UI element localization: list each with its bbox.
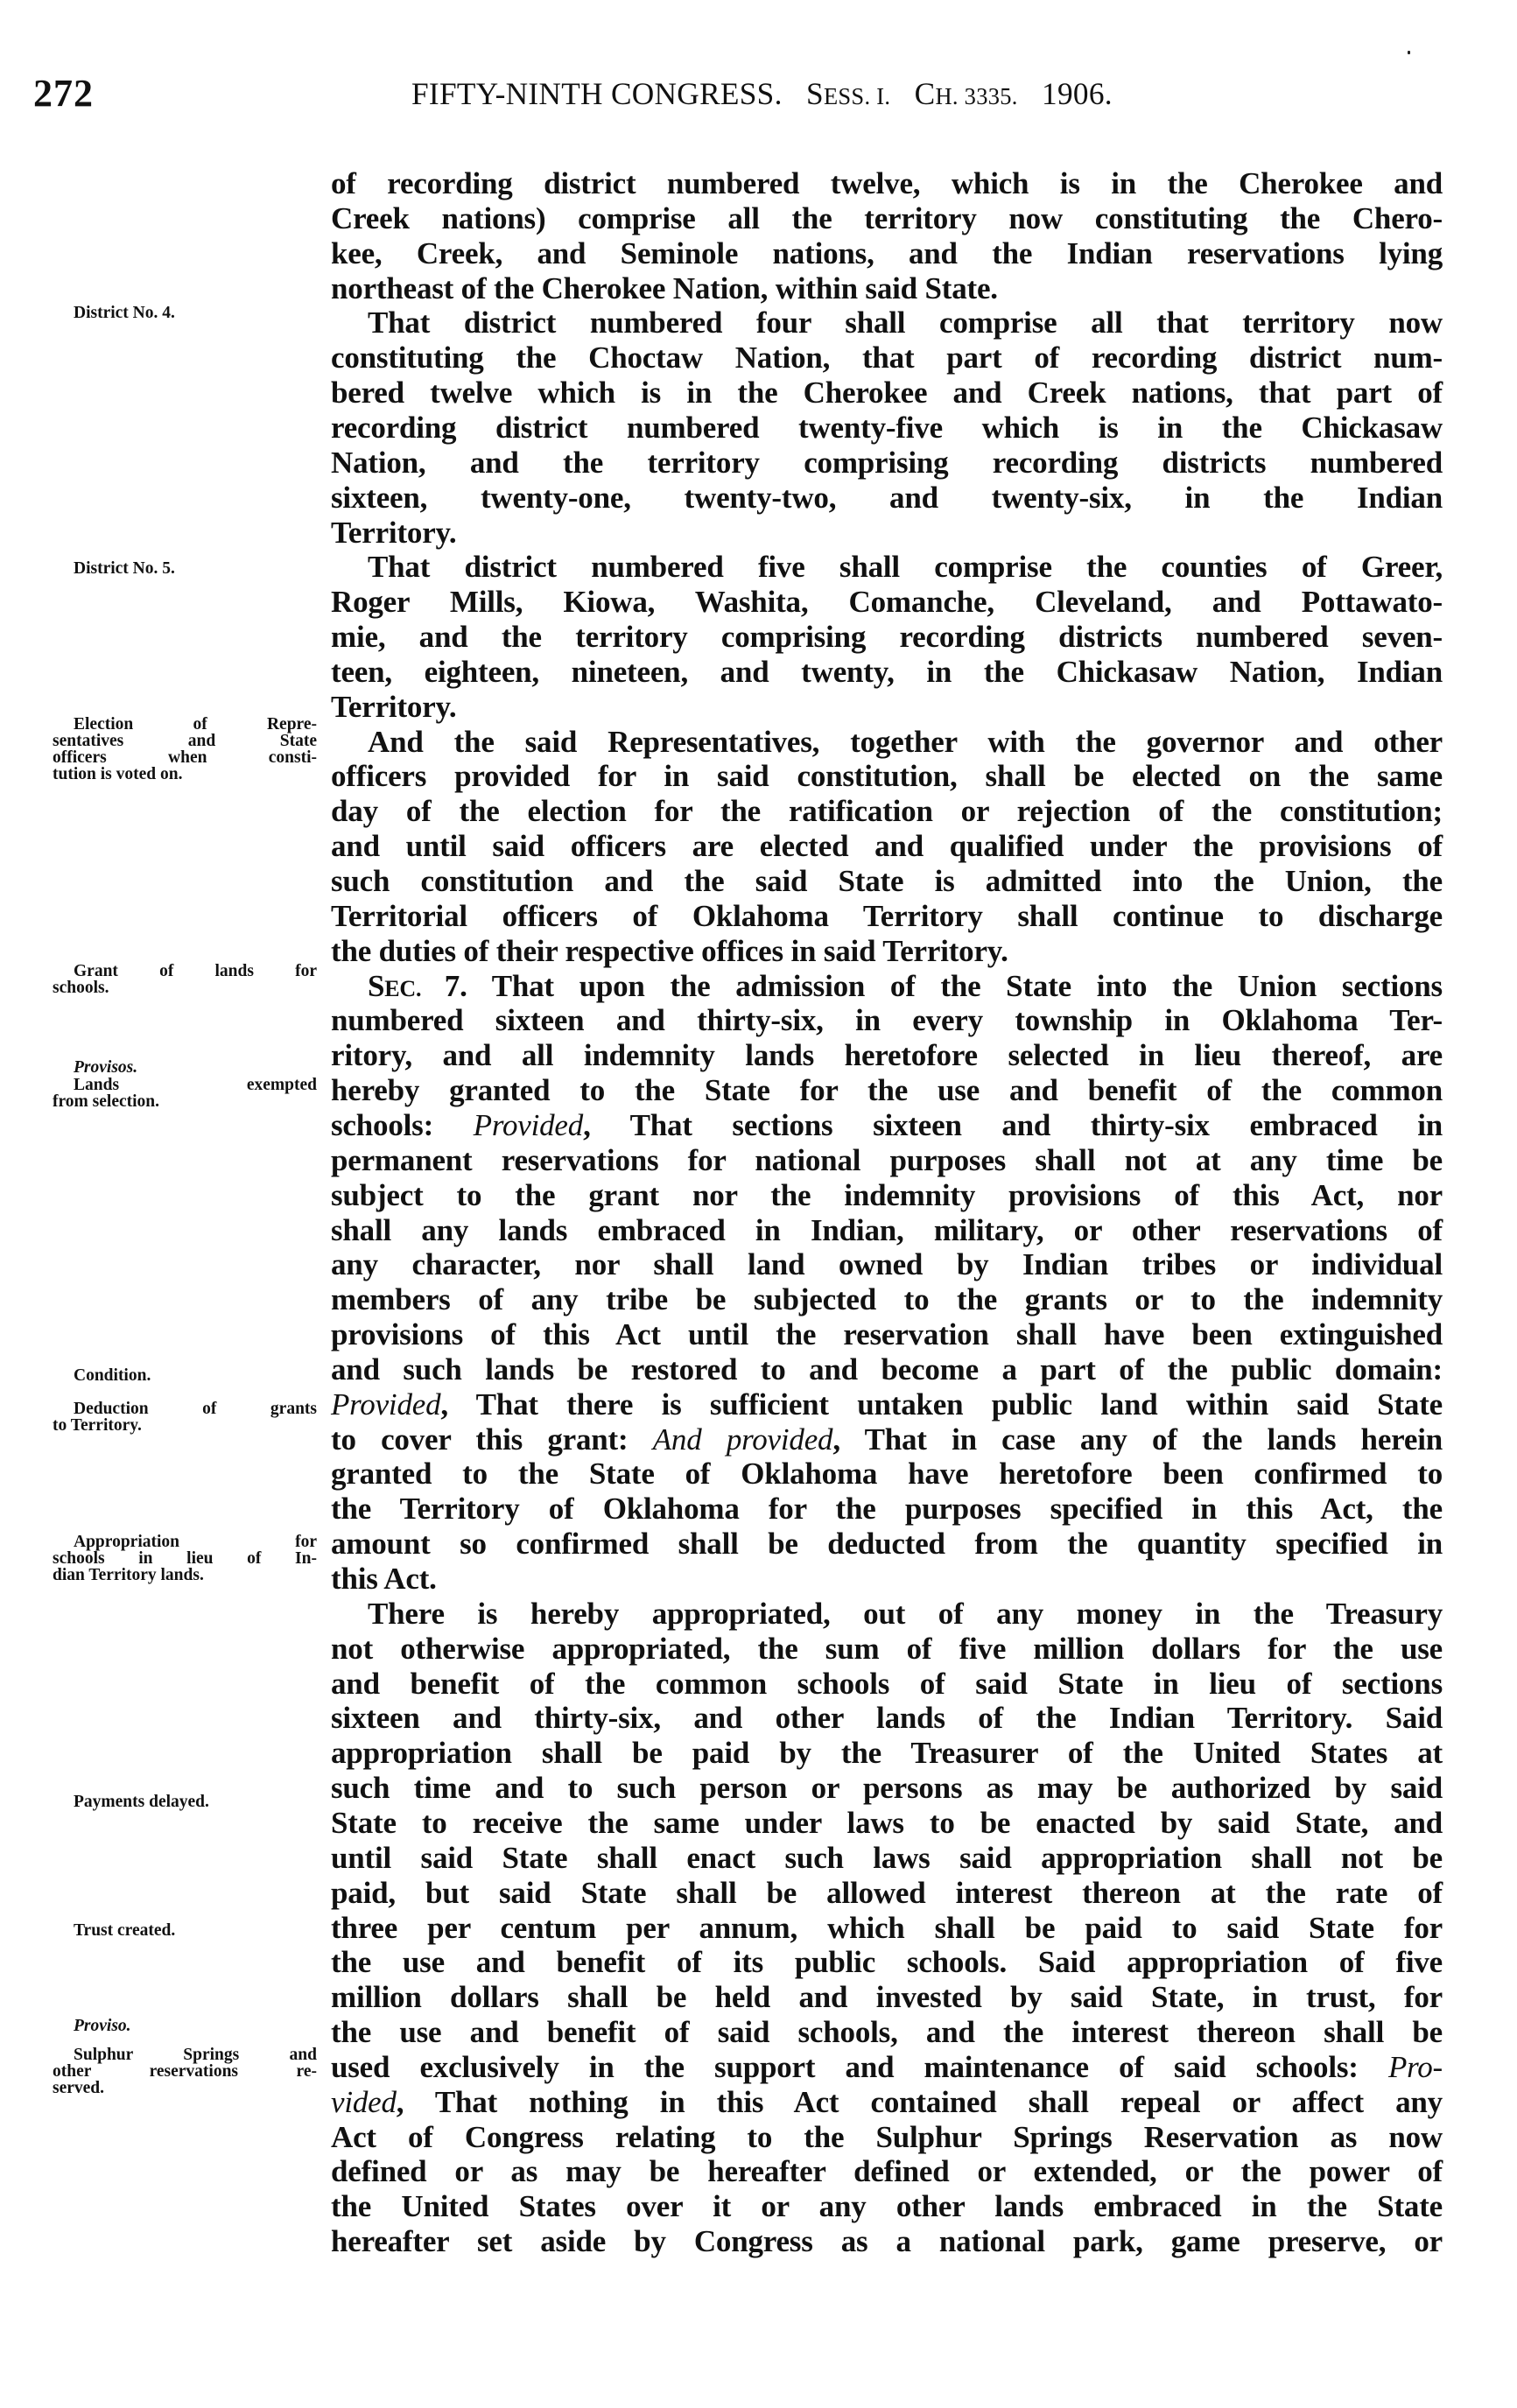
body-line: bered twelve which is in the Cherokee and Creek nations, that part of [331, 376, 1443, 411]
body-line: the duties of their respective offices in said Territory. [331, 933, 1008, 968]
scan-speck [1408, 51, 1410, 54]
proviso-term: Provided [331, 1387, 441, 1422]
body-line: Territorial officers of Oklahoma Territory shall continue to discharge [331, 898, 1443, 933]
side-note-condition: Condition. [74, 1366, 151, 1385]
body-line: constituting the Choctaw Nation, that part of recording district num- [331, 340, 1443, 376]
side-note-lands-exempted: Lands exempted from selection. [53, 1076, 317, 1111]
side-note-proviso: Proviso. [74, 2017, 131, 2035]
line-text: , That there is sufficient untaken public land within said State [440, 1387, 1443, 1422]
body-line: the Territory of Oklahoma for the purposes specified in this Act, the [331, 1492, 1443, 1527]
line-text: used exclusively in the support and maintenance of said schools: [331, 2049, 1388, 2084]
body-line [331, 1422, 1443, 1457]
body-line: and such lands be restored to and become a part of the public domain: [331, 1351, 1443, 1387]
side-note-district-5: District No. 5. [74, 559, 175, 578]
body-line: and benefit of the common schools of said State in lieu of sections [331, 1666, 1443, 1701]
side-note-election: Election of Repre- sentatives and State officers when consti- tution is voted on. [53, 715, 317, 783]
body-line: Territory. [331, 689, 457, 724]
body-line: And the said Representatives, together with the governor and other [368, 724, 1443, 759]
body-line: appropriation shall be paid by the Treasurer of the United States at [331, 1736, 1443, 1771]
congress-title: FIFTY-NINTH CONGRESS. [411, 76, 783, 111]
body-line: and until said officers are elected and qualified under the provisions of [331, 829, 1443, 864]
body-line: day of the election for the ratification or rejection of the constitution; [331, 794, 1443, 829]
proviso-term: Provided [473, 1107, 584, 1142]
body-line: members of any tribe be subjected to the grants or to the indemnity [331, 1282, 1443, 1317]
section-label: EC. [384, 975, 445, 1001]
running-header [411, 74, 1113, 114]
line-text: to cover this grant: [331, 1422, 653, 1457]
body-line: of recording district numbered twelve, which is in the Cherokee and [331, 166, 1443, 200]
page-number: 272 [33, 72, 94, 115]
section-label: S [368, 968, 385, 1003]
body-line: Act of Congress relating to the Sulphur Springs Reservation as now [331, 2119, 1443, 2154]
body-line: defined or as may be hereafter defined or extended, or the power of [331, 2154, 1443, 2189]
side-note-deduction: Deduction of grants to Territory. [53, 1400, 317, 1435]
side-note-provisos: Provisos. [74, 1058, 138, 1077]
body-line: That district numbered five shall comprise the counties of Greer, [368, 550, 1443, 585]
body-line: subject to the grant nor the indemnity provisions of this Act, nor [331, 1177, 1443, 1212]
body-line: not otherwise appropriated, the sum of five million dollars for the use [331, 1631, 1443, 1666]
body-line: Nation, and the territory comprising recording districts numbered [331, 445, 1443, 480]
line-text: 7. That upon the admission of the State into the Union sections [444, 968, 1443, 1003]
proviso-term: Pro- [1387, 2049, 1443, 2084]
line-text: , That in case any of the lands herein [832, 1422, 1443, 1457]
body-line: shall any lands embraced in Indian, military, or other reservations of [331, 1212, 1443, 1247]
body-line [331, 1108, 1443, 1143]
body-line: the use and benefit of said schools, and the interest thereon shall be [331, 2015, 1443, 2050]
body-line: any character, nor shall land owned by Indian tribes or individual [331, 1247, 1443, 1282]
body-line: teen, eighteen, nineteen, and twenty, in the Chickasaw Nation, Indian [331, 654, 1443, 689]
body-line: Creek nations) comprise all the territory now constituting the Chero- [331, 200, 1443, 235]
body-line: sixteen and thirty-six, and other lands of the Indian Territory. Said [331, 1701, 1443, 1736]
body-line: million dollars shall be held and invested by said State, in trust, for [331, 1980, 1443, 2015]
body-line: There is hereby appropriated, out of any money in the Treasury [368, 1596, 1443, 1631]
session-label: SESS. I. [806, 76, 891, 111]
year-label: 1906. [1042, 76, 1113, 111]
body-line: That district numbered four shall comprise all that territory now [368, 305, 1443, 340]
body-line: the use and benefit of its public schools. Said appropriation of five [331, 1945, 1443, 1980]
body-line: kee, Creek, and Seminole nations, and the Indian reservations lying [331, 235, 1443, 270]
body-line [331, 2085, 1443, 2120]
body-line [331, 2050, 1443, 2085]
side-note-trust-created: Trust created. [74, 1921, 176, 1940]
body-line: hereafter set aside by Congress as a national park, game preserve, or [331, 2224, 1443, 2259]
body-line: Territory. [331, 515, 457, 550]
side-note-district-4: District No. 4. [74, 304, 175, 322]
body-line: officers provided for in said constitution, shall be elected on the same [331, 759, 1443, 794]
body-line: State to receive the same under laws to be enacted by said State, and [331, 1805, 1443, 1840]
body-line: three per centum per annum, which shall be paid to said State for [331, 1910, 1443, 1945]
body-line: this Act. [331, 1562, 437, 1596]
body-line: hereby granted to the State for the use and benefit of the common [331, 1073, 1443, 1108]
side-note-sulphur-springs: Sulphur Springs and other reservations re- served. [53, 2046, 317, 2097]
line-text: , That nothing in this Act contained shall repeal or affect any [396, 2084, 1443, 2119]
body-line: the United States over it or any other lands embraced in the State [331, 2189, 1443, 2224]
body-line: until said State shall enact such laws said appropriation shall not be [331, 1840, 1443, 1875]
body-line: recording district numbered twenty-five which is in the Chickasaw [331, 410, 1443, 445]
chapter-label: CH. 3335. [914, 76, 1018, 111]
body-line: Roger Mills, Kiowa, Washita, Comanche, Cleveland, and Pottawato- [331, 585, 1443, 620]
body-line: northeast of the Cherokee Nation, within said State. [331, 270, 998, 305]
body-line: mie, and the territory comprising recording districts numbered seven- [331, 620, 1443, 655]
side-note-appropriation: Appropriation for schools in lieu of In- dian Territory lands. [53, 1533, 317, 1584]
body-line: ritory, and all indemnity lands heretofore selected in lieu thereof, are [331, 1038, 1443, 1073]
body-line: sixteen, twenty-one, twenty-two, and twenty-six, in the Indian [331, 480, 1443, 515]
line-text: schools: [331, 1107, 474, 1142]
side-note-grant-of-lands: Grant of lands for schools. [53, 962, 317, 997]
proviso-term: vided [331, 2084, 397, 2119]
side-note-payments-delayed: Payments delayed. [74, 1793, 209, 1811]
body-line: amount so confirmed shall be deducted from the quantity specified in [331, 1527, 1443, 1562]
body-line: granted to the State of Oklahoma have heretofore been confirmed to [331, 1457, 1443, 1492]
body-line: such constitution and the said State is admitted into the Union, the [331, 864, 1443, 898]
proviso-term: And provided [652, 1422, 833, 1457]
body-line: permanent reservations for national purposes shall not at any time be [331, 1142, 1443, 1177]
body-line: numbered sixteen and thirty-six, in every township in Oklahoma Ter- [331, 1003, 1443, 1038]
body-line: provisions of this Act until the reservation shall have been extinguished [331, 1317, 1443, 1352]
body-line: such time and to such person or persons as may be authorized by said [331, 1771, 1443, 1806]
body-line: paid, but said State shall be allowed interest thereon at the rate of [331, 1875, 1443, 1910]
body-line [331, 969, 1443, 1004]
body-line [331, 1387, 1443, 1422]
line-text: , That sections sixteen and thirty-six embraced in [583, 1107, 1443, 1142]
